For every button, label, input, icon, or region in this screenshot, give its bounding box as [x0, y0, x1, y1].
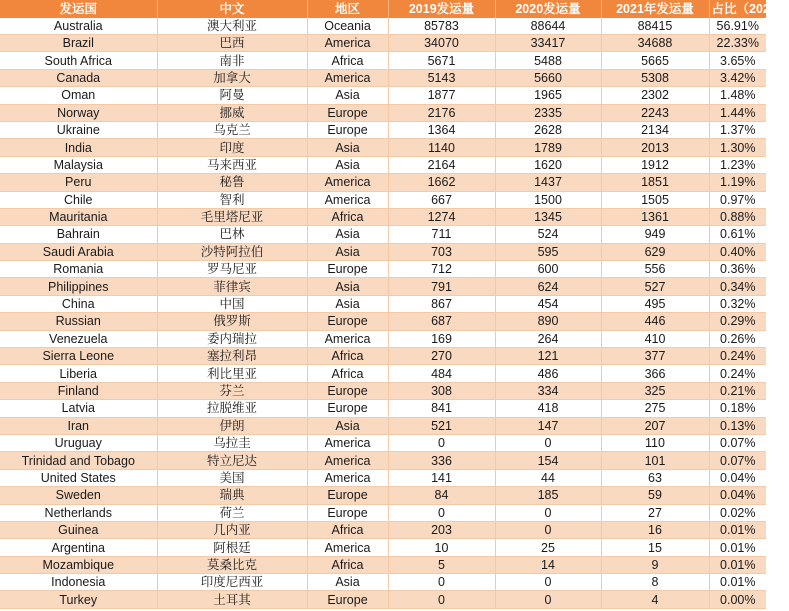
cell-chinese: 塞拉利昂 — [157, 348, 307, 365]
cell-2019: 2176 — [388, 104, 495, 121]
cell-country: Latvia — [0, 400, 157, 417]
cell-share: 0.36% — [709, 261, 766, 278]
table-row — [0, 365, 766, 382]
cell-2019: 1877 — [388, 87, 495, 104]
cell-2020: 624 — [495, 278, 601, 295]
cell-chinese: 加拿大 — [157, 69, 307, 86]
cell-country: Australia — [0, 18, 157, 35]
cell-2021: 207 — [601, 417, 709, 434]
cell-region: Europe — [307, 382, 388, 399]
cell-2020: 0 — [495, 434, 601, 451]
cell-share: 3.42% — [709, 69, 766, 86]
cell-country: Netherlands — [0, 504, 157, 521]
cell-share: 0.04% — [709, 469, 766, 486]
header-2020: 2020发运量 — [495, 0, 601, 18]
cell-2019: 867 — [388, 295, 495, 312]
cell-region: Europe — [307, 504, 388, 521]
cell-2020: 185 — [495, 487, 601, 504]
cell-country: Argentina — [0, 539, 157, 556]
cell-region: Europe — [307, 121, 388, 138]
cell-chinese: 瑞典 — [157, 487, 307, 504]
cell-country: Oman — [0, 87, 157, 104]
cell-2021: 366 — [601, 365, 709, 382]
table-row — [0, 174, 766, 191]
cell-region: Europe — [307, 261, 388, 278]
cell-region: America — [307, 174, 388, 191]
cell-2021: 1361 — [601, 208, 709, 225]
cell-2021: 34688 — [601, 34, 709, 51]
cell-share: 0.24% — [709, 365, 766, 382]
cell-share: 1.48% — [709, 87, 766, 104]
cell-2019: 85783 — [388, 18, 495, 35]
cell-2020: 1345 — [495, 208, 601, 225]
table-row — [0, 226, 766, 243]
cell-chinese: 挪威 — [157, 104, 307, 121]
cell-2021: 110 — [601, 434, 709, 451]
cell-share: 0.00% — [709, 591, 766, 608]
table-row — [0, 191, 766, 208]
cell-2019: 484 — [388, 365, 495, 382]
cell-share: 22.33% — [709, 34, 766, 51]
cell-chinese: 秘鲁 — [157, 174, 307, 191]
cell-country: Canada — [0, 69, 157, 86]
cell-2020: 0 — [495, 504, 601, 521]
cell-chinese: 中国 — [157, 295, 307, 312]
cell-country: Sweden — [0, 487, 157, 504]
cell-chinese: 荷兰 — [157, 504, 307, 521]
table-row — [0, 104, 766, 121]
cell-share: 0.29% — [709, 313, 766, 330]
cell-share: 1.19% — [709, 174, 766, 191]
header-region: 地区 — [307, 0, 388, 18]
cell-2020: 44 — [495, 469, 601, 486]
cell-chinese: 乌克兰 — [157, 121, 307, 138]
cell-share: 1.30% — [709, 139, 766, 156]
cell-region: America — [307, 469, 388, 486]
table-row — [0, 574, 766, 591]
cell-2019: 703 — [388, 243, 495, 260]
cell-2021: 410 — [601, 330, 709, 347]
cell-region: Africa — [307, 208, 388, 225]
cell-2021: 325 — [601, 382, 709, 399]
cell-region: Asia — [307, 226, 388, 243]
cell-chinese: 拉脱维亚 — [157, 400, 307, 417]
table-row — [0, 87, 766, 104]
cell-2020: 5660 — [495, 69, 601, 86]
cell-country: Guinea — [0, 521, 157, 538]
cell-2021: 15 — [601, 539, 709, 556]
cell-chinese: 毛里塔尼亚 — [157, 208, 307, 225]
cell-chinese: 芬兰 — [157, 382, 307, 399]
cell-2019: 5 — [388, 556, 495, 573]
cell-chinese: 美国 — [157, 469, 307, 486]
cell-share: 0.01% — [709, 521, 766, 538]
cell-2020: 14 — [495, 556, 601, 573]
cell-2021: 27 — [601, 504, 709, 521]
cell-country: Romania — [0, 261, 157, 278]
cell-region: Europe — [307, 591, 388, 608]
cell-2020: 1789 — [495, 139, 601, 156]
cell-2021: 4 — [601, 591, 709, 608]
cell-chinese: 印度尼西亚 — [157, 574, 307, 591]
header-share: 占比（2021） — [709, 0, 766, 18]
cell-region: Asia — [307, 295, 388, 312]
table-row — [0, 417, 766, 434]
cell-chinese: 菲律宾 — [157, 278, 307, 295]
cell-share: 0.01% — [709, 556, 766, 573]
header-2019: 2019发运量 — [388, 0, 495, 18]
cell-chinese: 阿根廷 — [157, 539, 307, 556]
cell-country: Chile — [0, 191, 157, 208]
cell-region: Asia — [307, 243, 388, 260]
cell-2020: 2628 — [495, 121, 601, 138]
cell-region: Asia — [307, 87, 388, 104]
cell-share: 3.65% — [709, 52, 766, 69]
cell-2021: 495 — [601, 295, 709, 312]
cell-share: 0.01% — [709, 574, 766, 591]
table-row — [0, 34, 766, 51]
cell-chinese: 巴林 — [157, 226, 307, 243]
cell-share: 56.91% — [709, 18, 766, 35]
cell-2021: 2243 — [601, 104, 709, 121]
cell-2021: 2302 — [601, 87, 709, 104]
cell-region: Asia — [307, 156, 388, 173]
cell-2021: 629 — [601, 243, 709, 260]
cell-2019: 336 — [388, 452, 495, 469]
table-row — [0, 295, 766, 312]
cell-2021: 8 — [601, 574, 709, 591]
cell-country: China — [0, 295, 157, 312]
cell-2019: 5143 — [388, 69, 495, 86]
cell-country: Bahrain — [0, 226, 157, 243]
cell-2021: 9 — [601, 556, 709, 573]
cell-2019: 169 — [388, 330, 495, 347]
cell-share: 0.21% — [709, 382, 766, 399]
cell-2021: 1851 — [601, 174, 709, 191]
cell-2021: 63 — [601, 469, 709, 486]
cell-chinese: 马来西亚 — [157, 156, 307, 173]
cell-2021: 59 — [601, 487, 709, 504]
cell-country: United States — [0, 469, 157, 486]
cell-2020: 1620 — [495, 156, 601, 173]
cell-2019: 841 — [388, 400, 495, 417]
cell-share: 0.88% — [709, 208, 766, 225]
cell-region: America — [307, 191, 388, 208]
table-row — [0, 330, 766, 347]
cell-2020: 25 — [495, 539, 601, 556]
cell-2019: 0 — [388, 574, 495, 591]
cell-2019: 0 — [388, 504, 495, 521]
cell-chinese: 智利 — [157, 191, 307, 208]
cell-2020: 88644 — [495, 18, 601, 35]
cell-2019: 141 — [388, 469, 495, 486]
cell-chinese: 委内瑞拉 — [157, 330, 307, 347]
cell-region: Asia — [307, 417, 388, 434]
cell-2021: 88415 — [601, 18, 709, 35]
cell-2019: 0 — [388, 591, 495, 608]
cell-2020: 600 — [495, 261, 601, 278]
cell-2020: 595 — [495, 243, 601, 260]
cell-2021: 5308 — [601, 69, 709, 86]
cell-2019: 0 — [388, 434, 495, 451]
cell-2019: 667 — [388, 191, 495, 208]
table-body — [0, 18, 766, 609]
cell-share: 0.97% — [709, 191, 766, 208]
cell-share: 1.37% — [709, 121, 766, 138]
cell-chinese: 巴西 — [157, 34, 307, 51]
cell-2019: 791 — [388, 278, 495, 295]
table-row — [0, 487, 766, 504]
cell-chinese: 土耳其 — [157, 591, 307, 608]
cell-country: Brazil — [0, 34, 157, 51]
cell-2019: 34070 — [388, 34, 495, 51]
cell-share: 0.26% — [709, 330, 766, 347]
cell-country: Venezuela — [0, 330, 157, 347]
cell-2019: 1364 — [388, 121, 495, 138]
cell-2019: 84 — [388, 487, 495, 504]
cell-2021: 556 — [601, 261, 709, 278]
cell-country: India — [0, 139, 157, 156]
table-row — [0, 539, 766, 556]
table-row — [0, 382, 766, 399]
cell-2020: 147 — [495, 417, 601, 434]
cell-2019: 270 — [388, 348, 495, 365]
table-row — [0, 591, 766, 608]
cell-2020: 0 — [495, 591, 601, 608]
table-row — [0, 452, 766, 469]
cell-region: Oceania — [307, 18, 388, 35]
cell-region: Asia — [307, 278, 388, 295]
cell-share: 0.18% — [709, 400, 766, 417]
cell-region: America — [307, 330, 388, 347]
cell-share: 0.24% — [709, 348, 766, 365]
cell-share: 0.13% — [709, 417, 766, 434]
cell-share: 0.02% — [709, 504, 766, 521]
cell-region: Asia — [307, 139, 388, 156]
table-row — [0, 156, 766, 173]
cell-share: 0.61% — [709, 226, 766, 243]
cell-country: Ukraine — [0, 121, 157, 138]
cell-2021: 527 — [601, 278, 709, 295]
cell-2020: 1437 — [495, 174, 601, 191]
cell-chinese: 莫桑比克 — [157, 556, 307, 573]
cell-chinese: 几内亚 — [157, 521, 307, 538]
cell-2021: 446 — [601, 313, 709, 330]
cell-2019: 712 — [388, 261, 495, 278]
cell-2021: 101 — [601, 452, 709, 469]
cell-2019: 1662 — [388, 174, 495, 191]
cell-2020: 890 — [495, 313, 601, 330]
table-row — [0, 434, 766, 451]
table-row — [0, 69, 766, 86]
cell-chinese: 澳大利亚 — [157, 18, 307, 35]
cell-chinese: 印度 — [157, 139, 307, 156]
cell-2020: 454 — [495, 295, 601, 312]
cell-country: Sierra Leone — [0, 348, 157, 365]
table-row — [0, 208, 766, 225]
cell-country: South Africa — [0, 52, 157, 69]
cell-country: Indonesia — [0, 574, 157, 591]
cell-region: America — [307, 69, 388, 86]
cell-region: America — [307, 434, 388, 451]
cell-chinese: 俄罗斯 — [157, 313, 307, 330]
cell-country: Turkey — [0, 591, 157, 608]
cell-region: Africa — [307, 521, 388, 538]
cell-2021: 2134 — [601, 121, 709, 138]
cell-chinese: 罗马尼亚 — [157, 261, 307, 278]
cell-2020: 1500 — [495, 191, 601, 208]
cell-2019: 203 — [388, 521, 495, 538]
cell-2019: 308 — [388, 382, 495, 399]
cell-chinese: 特立尼达 — [157, 452, 307, 469]
table-row — [0, 139, 766, 156]
header-chinese: 中文 — [157, 0, 307, 18]
cell-share: 1.23% — [709, 156, 766, 173]
cell-2019: 687 — [388, 313, 495, 330]
table-row — [0, 278, 766, 295]
cell-country: Iran — [0, 417, 157, 434]
cell-2020: 486 — [495, 365, 601, 382]
cell-region: Africa — [307, 52, 388, 69]
cell-share: 0.01% — [709, 539, 766, 556]
cell-2021: 16 — [601, 521, 709, 538]
header-2021: 2021年发运量 — [601, 0, 709, 18]
cell-share: 0.07% — [709, 434, 766, 451]
table-row — [0, 313, 766, 330]
header-country: 发运国 — [0, 0, 157, 18]
cell-region: Europe — [307, 313, 388, 330]
cell-region: America — [307, 539, 388, 556]
table-row — [0, 348, 766, 365]
cell-2021: 275 — [601, 400, 709, 417]
cell-country: Russian — [0, 313, 157, 330]
cell-2021: 2013 — [601, 139, 709, 156]
cell-region: Africa — [307, 348, 388, 365]
cell-country: Philippines — [0, 278, 157, 295]
table-row — [0, 469, 766, 486]
cell-2019: 10 — [388, 539, 495, 556]
cell-2021: 1912 — [601, 156, 709, 173]
cell-2020: 334 — [495, 382, 601, 399]
table-row — [0, 52, 766, 69]
cell-2021: 5665 — [601, 52, 709, 69]
cell-2019: 711 — [388, 226, 495, 243]
cell-country: Trinidad and Tobago — [0, 452, 157, 469]
cell-country: Uruguay — [0, 434, 157, 451]
cell-chinese: 伊朗 — [157, 417, 307, 434]
cell-share: 0.32% — [709, 295, 766, 312]
cell-region: America — [307, 452, 388, 469]
cell-2021: 1505 — [601, 191, 709, 208]
cell-2019: 2164 — [388, 156, 495, 173]
table-row — [0, 504, 766, 521]
table-row — [0, 121, 766, 138]
cell-region: Africa — [307, 365, 388, 382]
table-row — [0, 556, 766, 573]
cell-country: Finland — [0, 382, 157, 399]
cell-country: Malaysia — [0, 156, 157, 173]
cell-2020: 2335 — [495, 104, 601, 121]
cell-2021: 377 — [601, 348, 709, 365]
table-row — [0, 261, 766, 278]
cell-2019: 521 — [388, 417, 495, 434]
cell-2019: 1140 — [388, 139, 495, 156]
cell-country: Liberia — [0, 365, 157, 382]
cell-country: Mozambique — [0, 556, 157, 573]
cell-share: 0.34% — [709, 278, 766, 295]
cell-country: Mauritania — [0, 208, 157, 225]
table-row — [0, 18, 766, 35]
cell-2021: 949 — [601, 226, 709, 243]
table-row — [0, 400, 766, 417]
cell-region: America — [307, 34, 388, 51]
table-header-row — [0, 0, 766, 18]
cell-country: Norway — [0, 104, 157, 121]
cell-share: 1.44% — [709, 104, 766, 121]
table-row — [0, 243, 766, 260]
cell-2020: 33417 — [495, 34, 601, 51]
cell-share: 0.07% — [709, 452, 766, 469]
cell-2020: 154 — [495, 452, 601, 469]
cell-2020: 524 — [495, 226, 601, 243]
cell-2020: 418 — [495, 400, 601, 417]
cell-chinese: 沙特阿拉伯 — [157, 243, 307, 260]
cell-region: Africa — [307, 556, 388, 573]
cell-chinese: 乌拉圭 — [157, 434, 307, 451]
cell-2020: 0 — [495, 521, 601, 538]
cell-region: Europe — [307, 104, 388, 121]
cell-share: 0.04% — [709, 487, 766, 504]
cell-2020: 5488 — [495, 52, 601, 69]
cell-share: 0.40% — [709, 243, 766, 260]
cell-country: Saudi Arabia — [0, 243, 157, 260]
cell-region: Europe — [307, 487, 388, 504]
cell-country: Peru — [0, 174, 157, 191]
cell-2020: 264 — [495, 330, 601, 347]
cell-2019: 1274 — [388, 208, 495, 225]
cell-region: Asia — [307, 574, 388, 591]
table-row — [0, 521, 766, 538]
cell-region: Europe — [307, 400, 388, 417]
cell-2020: 0 — [495, 574, 601, 591]
cell-chinese: 利比里亚 — [157, 365, 307, 382]
cell-2020: 121 — [495, 348, 601, 365]
cell-2020: 1965 — [495, 87, 601, 104]
cell-chinese: 南非 — [157, 52, 307, 69]
cell-chinese: 阿曼 — [157, 87, 307, 104]
cell-2019: 5671 — [388, 52, 495, 69]
